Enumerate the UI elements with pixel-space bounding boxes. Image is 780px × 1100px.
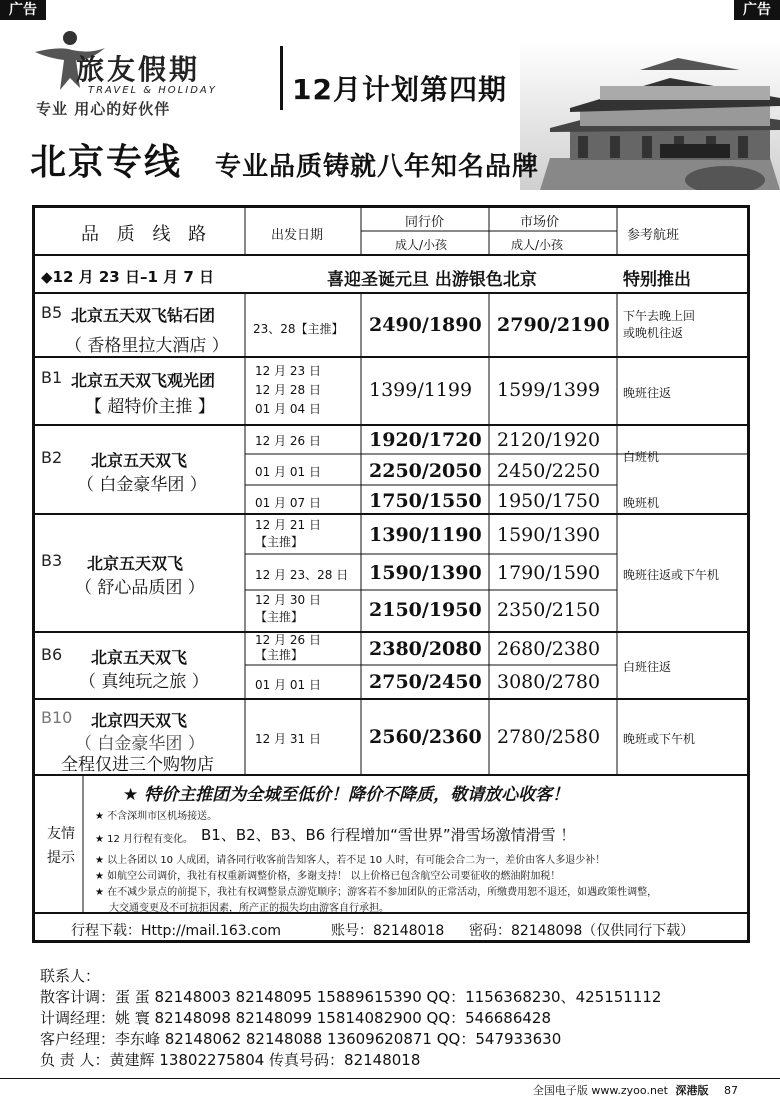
- route-code-b1: B1: [41, 368, 63, 387]
- flight-b6: 白班往返: [623, 660, 672, 674]
- tip-item: ★ 12 月行程有变化。: [95, 834, 194, 845]
- tips-headline: ★ 特价主推团为全城至低价！降价不降质，敬请放心收客！: [123, 785, 570, 805]
- date-b6-1: 12 月 26 日 【主推】: [255, 633, 321, 662]
- promo-period: ◆12 月 23 日–1 月 7 日: [41, 268, 214, 286]
- market-price-b6-1: 2680/2380: [497, 638, 601, 660]
- footer: [533, 1082, 738, 1098]
- market-price-b3-1: 1590/1390: [497, 524, 601, 546]
- main-title: 北京专线: [30, 142, 183, 183]
- market-price-b10: 2780/2580: [497, 726, 601, 748]
- ad-tag-right: 广告: [734, 0, 780, 20]
- header-route: 品 质 线 路: [81, 224, 213, 245]
- route-name-b10: 北京四天双飞: [91, 711, 188, 730]
- ad-tag-left: 广告: [0, 0, 46, 20]
- market-price-b6-2: 3080/2780: [497, 671, 601, 693]
- price-table: [32, 205, 750, 943]
- tip-item: ★ 在不减少景点的前提下，我社有权调整景点游览顺序；游客若不参加团队的正常活动，所缴费用恕不退还，如遇政策性调整，: [95, 887, 658, 898]
- header-market-sub: 成人/小孩: [511, 238, 564, 252]
- contact-line: 散客计调：蛋 蛋 82148003 82148095 15889615390 QQ：1156368230、425151112: [40, 988, 662, 1006]
- peer-price-b3-2: 1590/1390: [369, 562, 482, 584]
- footer-region: 深港版: [675, 1084, 709, 1097]
- route-code-b10: B10: [41, 708, 73, 727]
- route-code-b2: B2: [41, 448, 63, 467]
- promo-special: 特别推出: [623, 270, 691, 290]
- header-peer-sub: 成人/小孩: [395, 238, 448, 252]
- brand-name-en: TRAVEL & HOLIDAY: [88, 85, 217, 96]
- route-name-b3: 北京五天双飞: [87, 554, 184, 573]
- header-market-price: 市场价: [520, 215, 560, 230]
- contacts-title: 联系人：: [40, 967, 101, 985]
- peer-price-b2-3: 1750/1550: [369, 490, 482, 512]
- flight-b2-2: 晚班机: [623, 496, 660, 510]
- contacts-block: [40, 966, 661, 1071]
- date-b5: 23、28【主推】: [253, 322, 344, 336]
- market-price-b3-3: 2350/2150: [497, 599, 601, 621]
- tip-item-highlight: B1、B2、B3、B6 行程增加“雪世界”滑雪场激情滑雪 ！: [201, 826, 576, 844]
- peer-price-b2-1: 1920/1720: [369, 429, 482, 451]
- market-price-b2-2: 2450/2250: [497, 460, 601, 482]
- peer-price-b3-1: 1390/1190: [369, 524, 482, 546]
- route-note-b10: （ 白金豪华团 ）: [75, 734, 205, 754]
- market-price-b5: 2790/2190: [497, 314, 610, 336]
- route-note-b3: （ 舒心品质团 ）: [75, 578, 205, 598]
- flight-b2: 白班机: [623, 450, 660, 464]
- market-price-b3-2: 1790/1590: [497, 562, 601, 584]
- date-b6-2: 01 月 01 日: [255, 678, 321, 692]
- flight-b3: 晚班往返或下午机: [623, 568, 720, 582]
- date-b3-2: 12 月 23、28 日: [255, 568, 349, 582]
- route-note-b5: （ 香格里拉大酒店 ）: [65, 336, 229, 356]
- promo-theme: 喜迎圣诞元旦 出游银色北京: [327, 270, 537, 290]
- market-price-b2-3: 1950/1750: [497, 490, 601, 512]
- header-flight: 参考航班: [627, 228, 680, 243]
- contact-line: 客户经理：李东峰 82148062 82148088 13609620871 QQ：547933630: [40, 1030, 562, 1048]
- date-b1: 12 月 23 日 12 月 28 日 01 月 04 日: [255, 364, 321, 416]
- issue-title: 12月计划第四期: [292, 73, 507, 106]
- tip-item: ★ 不含深圳市区机场接送。: [95, 811, 218, 822]
- flight-b5: 下午去晚上回 或晚机往返: [623, 309, 696, 340]
- brand-name: 旅友假期: [76, 53, 201, 86]
- flight-b1: 晚班往返: [623, 386, 672, 400]
- header-peer-price: 同行价: [405, 215, 445, 230]
- main-subtitle: 专业品质铸就八年知名品牌: [215, 152, 540, 182]
- footer-edition: 全国电子版 www.zyoo.net: [532, 1084, 668, 1097]
- route-name-b1: 北京五天双飞观光团: [71, 371, 216, 390]
- footer-page: 87: [724, 1084, 738, 1097]
- tips-label: 友情 提示: [47, 826, 75, 866]
- market-price-b2-1: 2120/1920: [497, 429, 601, 451]
- route-code-b5: B5: [41, 303, 63, 322]
- route-note-b1: 【 超特价主推 】: [85, 397, 215, 417]
- date-b2-1: 12 月 26 日: [255, 434, 321, 448]
- route-name-b2: 北京五天双飞: [91, 451, 188, 470]
- peer-price-b2-2: 2250/2050: [369, 460, 482, 482]
- date-b3-1: 12 月 21 日 【主推】: [255, 518, 321, 549]
- route-note-b2: （ 白金豪华团 ）: [77, 475, 207, 495]
- download-password: 密码：82148098（仅供同行下载）: [469, 923, 695, 939]
- brand-logo: [30, 28, 270, 123]
- peer-price-b10: 2560/2360: [369, 726, 482, 748]
- date-b3-3: 12 月 30 日 【主推】: [255, 593, 321, 624]
- date-b2-2: 01 月 01 日: [255, 465, 321, 479]
- route-note2-b10: 全程仅进三个购物店: [61, 755, 214, 775]
- tip-item: 大交通变更及不可抗拒因素，所产正的损失均由游客自行承担。: [109, 903, 389, 914]
- date-b10: 12 月 31 日: [255, 732, 321, 746]
- download-account: 账号：82148018: [331, 923, 445, 939]
- route-name-b5: 北京五天双飞钻石团: [71, 306, 216, 325]
- peer-price-b5: 2490/1890: [369, 314, 482, 336]
- date-b2-3: 01 月 07 日: [255, 496, 321, 510]
- header-divider: [280, 46, 283, 110]
- brand-slogan: 专业 用心的好伙伴: [36, 100, 171, 118]
- market-price-b1: 1599/1399: [497, 379, 601, 401]
- route-code-b3: B3: [41, 551, 63, 570]
- peer-price-b3-3: 2150/1950: [369, 599, 482, 621]
- peer-price-b6-2: 2750/2450: [369, 671, 482, 693]
- contact-line: 负 责 人：黄建辉 13802275804 传真号码：82148018: [40, 1051, 421, 1069]
- route-code-b6: B6: [41, 645, 63, 664]
- peer-price-b6-1: 2380/2080: [369, 638, 482, 660]
- download-link[interactable]: 行程下载：Http://mail.163.com: [71, 923, 282, 939]
- header-date: 出发日期: [271, 228, 324, 243]
- tip-item: ★ 如航空公司调价，我社有权重新调整价格，多谢支持！ 以上价格已包含航空公司要征收的燃油附加税！: [95, 871, 561, 882]
- tip-item: ★ 以上各团以 10 人成团，请各同行收客前告知客人，若不足 10 人时，有可能会合二为一，差价由客人多退少补！: [95, 855, 606, 866]
- route-name-b6: 北京五天双飞: [91, 648, 188, 667]
- route-note-b6: （ 真纯玩之旅 ）: [79, 672, 209, 692]
- flight-b10: 晚班或下午机: [623, 732, 696, 746]
- footer-divider: [0, 1078, 780, 1079]
- tiananmen-photo: [520, 40, 780, 190]
- peer-price-b1: 1399/1199: [369, 379, 473, 401]
- contact-line: 计调经理：姚 寰 82148098 82148099 15814082900 QQ：546686428: [40, 1009, 552, 1027]
